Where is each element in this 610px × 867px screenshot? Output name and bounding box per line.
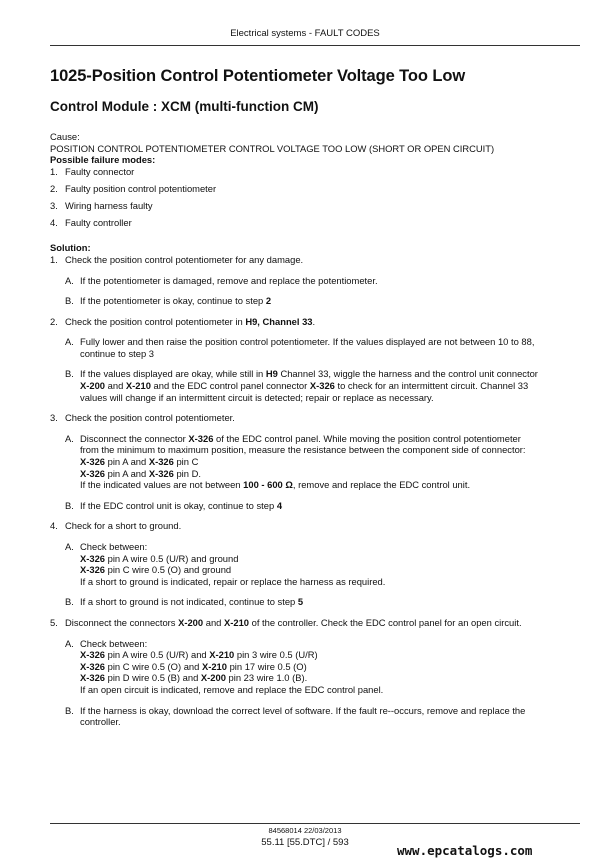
option-text: If the potentiometer is damaged, remove and replace the potentiometer. [80,274,378,286]
list-number: 2. [50,182,58,194]
text-line [80,479,582,491]
text-line: Check between: [80,541,148,553]
text-run: and [203,616,224,628]
list-item [50,217,582,229]
text-line [80,468,582,480]
text-line [80,368,582,380]
step-number: 1. [50,253,58,265]
footer-divider [50,823,580,824]
text-line [80,433,582,445]
step-3-option-a [65,433,582,491]
cause-text: POSITION CONTROL POTENTIOMETER CONTROL VOLTAGE TOO LOW (SHORT OR OPEN CIRCUIT) [50,142,495,154]
step-number: 3. [50,412,58,424]
option-text [80,368,582,403]
step-text [65,316,315,328]
step-2-option-b [65,368,582,403]
option-text [80,295,582,307]
option-text [80,596,582,608]
text-run: pin D wire 0.5 (B) and [105,672,201,684]
header-divider [50,45,580,46]
step-reference: 2 [265,295,272,307]
text-run: pin A and [105,456,149,468]
text-run: If the potentiometer is okay, continue to step [80,295,266,307]
connector-reference: X-326 [309,380,335,392]
text-run: Disconnect the connector [80,432,189,444]
text-line [80,672,582,684]
step-4-option-b [65,596,582,608]
text-line [80,649,582,661]
step-1-option-b [65,295,582,307]
text-run: pin 23 wire 1.0 (B). [225,672,308,684]
option-text [80,541,582,587]
connector-reference: X-326 [188,432,214,444]
text-line: values will change if an intermittent circuit is detected; repair or replace as necessary. [80,391,434,403]
list-number: 3. [50,199,58,211]
step-4-option-a [65,541,582,587]
text-run: of the EDC control panel. While moving the position control potentiometer [213,432,521,444]
connector-reference: X-326 [80,467,106,479]
option-letter: B. [65,499,74,511]
text-line [80,380,582,392]
text-run: to check for an intermittent circuit. Channel 33 [334,380,529,392]
option-text [80,336,582,359]
watermark-url: www.epcatalogs.com [397,843,533,858]
option-text [80,638,582,696]
step-5-option-a [65,638,582,696]
text-run: , remove and replace the EDC control unit. [292,479,471,491]
connector-reference: X-326 [148,467,174,479]
option-text [80,705,582,728]
solution-step-3 [50,412,582,424]
solution-step-5 [50,617,582,629]
connector-reference: X-326 [148,456,174,468]
option-letter: B. [65,295,74,307]
step-text: Check the position control potentiometer for any damage. [65,253,304,265]
cause-label: Cause: [50,131,80,142]
text-run: If the indicated values are not between [80,479,244,491]
connector-reference: X-326 [80,672,106,684]
option-letter: B. [65,368,74,380]
list-text: Wiring harness faulty [65,199,153,211]
text-run: pin A and [105,467,149,479]
connector-reference: X-200 [200,672,226,684]
connector-reference: X-326 [80,456,106,468]
list-item [50,166,582,178]
page-title: 1025-Position Control Potentiometer Voltage Too Low [50,67,466,85]
text-run: If the values displayed are okay, while still in [80,368,266,380]
connector-reference: X-210 [209,649,235,661]
option-letter: A. [65,432,74,444]
text-run: and the EDC control panel connector [150,380,310,392]
option-letter: A. [65,336,74,348]
text-line: If an open circuit is indicated, remove and replace the EDC control panel. [80,683,384,695]
text-line: Fully lower and then raise the position control potentiometer. If the values displayed are not between 10 to 88, [80,336,535,348]
option-letter: A. [65,637,74,649]
list-text: Faulty connector [65,165,135,177]
connector-reference: X-210 [125,380,151,392]
text-run: of the controller. Check the EDC control panel for an open circuit. [249,616,522,628]
text-run: pin A wire 0.5 (U/R) and [105,649,210,661]
connector-reference: X-326 [80,660,106,672]
step-text: Check the position control potentiometer. [65,412,235,424]
step-5-option-b [65,705,582,728]
solution-heading: Solution: [50,242,91,254]
text-line [80,553,582,565]
step-number: 5. [50,616,58,628]
step-1-option-a [65,275,582,287]
text-run: and [105,380,126,392]
text-run: Disconnect the connectors [65,616,179,628]
list-number: 1. [50,165,58,177]
list-item [50,183,582,195]
option-letter: B. [65,596,74,608]
control-module-subtitle: Control Module : XCM (multi-function CM) [50,99,319,114]
text-run: pin D. [173,467,201,479]
solution-step-1 [50,254,582,266]
option-letter: B. [65,704,74,716]
resistance-value: 100 - 600 Ω [243,479,293,491]
connector-reference: X-210 [201,660,227,672]
text-run: If a short to ground is not indicated, continue to step [80,596,298,608]
text-run: pin C wire 0.5 (O) and ground [105,564,232,576]
option-text [80,500,582,512]
list-text: Faulty controller [65,216,132,228]
connector-reference: X-200 [178,616,204,628]
text-line: continue to step 3 [80,347,155,359]
text-run: pin 17 wire 0.5 (O) [226,660,307,672]
connector-reference: X-210 [223,616,250,628]
option-letter: A. [65,541,74,553]
failure-modes-list [50,166,582,229]
document-body [50,131,582,737]
text-line [80,564,582,576]
step-reference: 4 [276,499,283,511]
text-run: Channel 33, wiggle the harness and the control unit connector [277,368,538,380]
list-text: Faulty position control potentiometer [65,182,217,194]
text-line [80,661,582,673]
failure-modes-heading: Possible failure modes: [50,154,156,166]
connector-reference: X-326 [80,649,106,661]
text-run: If the EDC control unit is okay, continue to step [80,499,277,511]
text-line [80,456,582,468]
option-text [80,433,582,491]
list-item [50,200,582,212]
step-2-option-a [65,336,582,359]
text-run: Check the position control potentiometer in [65,315,246,327]
solution-step-2 [50,316,582,328]
text-run: pin C [173,456,199,468]
text-line: If a short to ground is indicated, repair or replace the harness as required. [80,575,386,587]
channel-reference: H9 [265,368,278,380]
text-run: pin C wire 0.5 (O) and [105,660,202,672]
page-number: 55.11 [55.DTC] / 593 [261,837,349,848]
text-line: controller. [80,716,121,728]
step-text: Check for a short to ground. [65,520,182,532]
list-number: 4. [50,216,58,228]
text-line: If the harness is okay, download the correct level of software. If the fault re--occurs, remove and replace the [80,704,526,716]
text-line: Check between: [80,637,148,649]
text-run: pin A wire 0.5 (U/R) and ground [105,552,239,564]
connector-reference: X-200 [80,380,106,392]
step-number: 4. [50,520,58,532]
step-number: 2. [50,315,58,327]
connector-reference: X-326 [80,552,106,564]
step-3-option-b [65,500,582,512]
text-run: . [312,315,316,327]
channel-reference: H9, Channel 33 [245,315,313,327]
text-line: from the minimum to maximum position, measure the resistance between the component side of connector: [80,444,526,456]
step-reference: 5 [297,596,304,608]
option-letter: A. [65,274,74,286]
page-header: Electrical systems - FAULT CODES [230,28,380,39]
solution-step-4 [50,520,582,532]
connector-reference: X-326 [80,564,106,576]
document-number: 84568014 22/03/2013 [268,826,342,835]
text-run: pin 3 wire 0.5 (U/R) [234,649,318,661]
step-text [65,617,522,629]
